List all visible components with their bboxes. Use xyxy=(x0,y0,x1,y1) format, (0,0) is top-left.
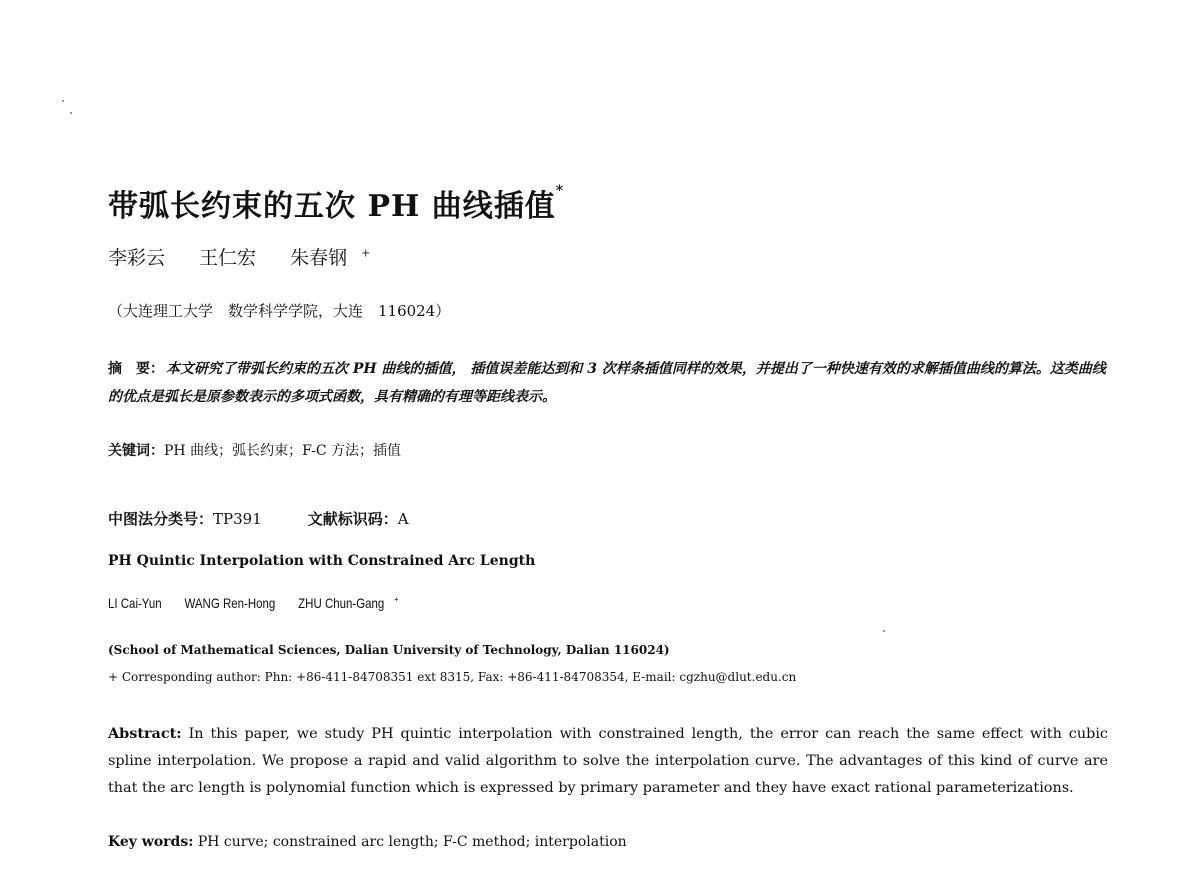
paper-title-cn-text: 带弧长约束的五次 PH 曲线插值 xyxy=(108,189,556,224)
author-en xyxy=(298,595,398,611)
affiliation-en: (School of Mathematical Sciences, Dalian University of Technology, Dalian 116024) xyxy=(108,643,670,657)
author-en-name: WANG Ren-Hong xyxy=(184,594,276,611)
clc-value: TP391 xyxy=(213,510,262,528)
scan-speck xyxy=(70,112,72,114)
doc-code-value: A xyxy=(397,510,409,528)
abstract-cn-label: 摘 要： xyxy=(108,361,164,377)
author-cn-name: 王仁宏 xyxy=(199,247,257,269)
author-en xyxy=(184,595,285,611)
classification-line xyxy=(108,508,409,529)
keywords-en-label: Key words: xyxy=(108,834,194,850)
paper-title-cn xyxy=(108,181,564,225)
author-cn-name: 李彩云 xyxy=(108,247,166,269)
authors-en xyxy=(108,594,408,611)
author-cn-name: 朱春钢 xyxy=(290,247,348,269)
author-cn xyxy=(108,247,179,269)
abstract-cn-text: 本文研究了带弧长约束的五次 PH 曲线的插值， 插值误差能达到和 3 次样条插值同样的效果，并提出了一种快速有效的求解插值曲线的算法。这类曲线的优点是弧长是原参数表示的多项式函数，具有精确的有理等距线表示。 xyxy=(108,361,1106,405)
scan-speck xyxy=(883,630,885,632)
author-cn xyxy=(199,247,270,269)
keywords-en-text: PH curve; constrained arc length; F-C method; interpolation xyxy=(197,834,627,850)
abstract-cn xyxy=(108,355,1108,411)
author-en-name: LI Cai-Yun xyxy=(108,594,162,611)
corresponding-author: + Corresponding author: Phn: +86-411-84708351 ext 8315, Fax: +86-411-84708354, E-mail: cgzhu@dlut.edu.cn xyxy=(108,670,797,684)
author-cn xyxy=(290,247,370,269)
author-en xyxy=(108,595,171,611)
keywords-cn xyxy=(108,440,401,460)
doc-code-label: 文献标识码： xyxy=(307,510,398,528)
affiliation-cn: （大连理工大学 数学科学学院，大连 116024） xyxy=(108,302,451,320)
author-en-name: ZHU Chun-Gang xyxy=(298,594,385,611)
abstract-en-label: Abstract: xyxy=(108,725,182,742)
title-footnote-mark: * xyxy=(555,183,565,199)
keywords-cn-label: 关键词： xyxy=(108,443,164,459)
author-en-mark: + xyxy=(394,594,399,604)
scan-speck xyxy=(62,100,64,102)
author-cn-mark: + xyxy=(361,246,371,260)
abstract-en-text: In this paper, we study PH quintic interpolation with constrained length, the error can reach the same effect with cubic spline interpolation. We propose a rapid and valid algorithm to solve the interpolation curve. The advantages of this kind of curve are that the arc length is polynomial function which is expressed by primary parameter and they have exact rational parameterizations. xyxy=(108,726,1108,796)
paper-title-en: PH Quintic Interpolation with Constrained Arc Length xyxy=(108,553,536,569)
clc-label: 中图法分类号： xyxy=(108,510,214,528)
abstract-en xyxy=(108,720,1108,802)
keywords-en xyxy=(108,834,627,850)
keywords-cn-text: PH 曲线；弧长约束；F-C 方法；插值 xyxy=(164,443,402,459)
authors-cn xyxy=(108,243,384,270)
